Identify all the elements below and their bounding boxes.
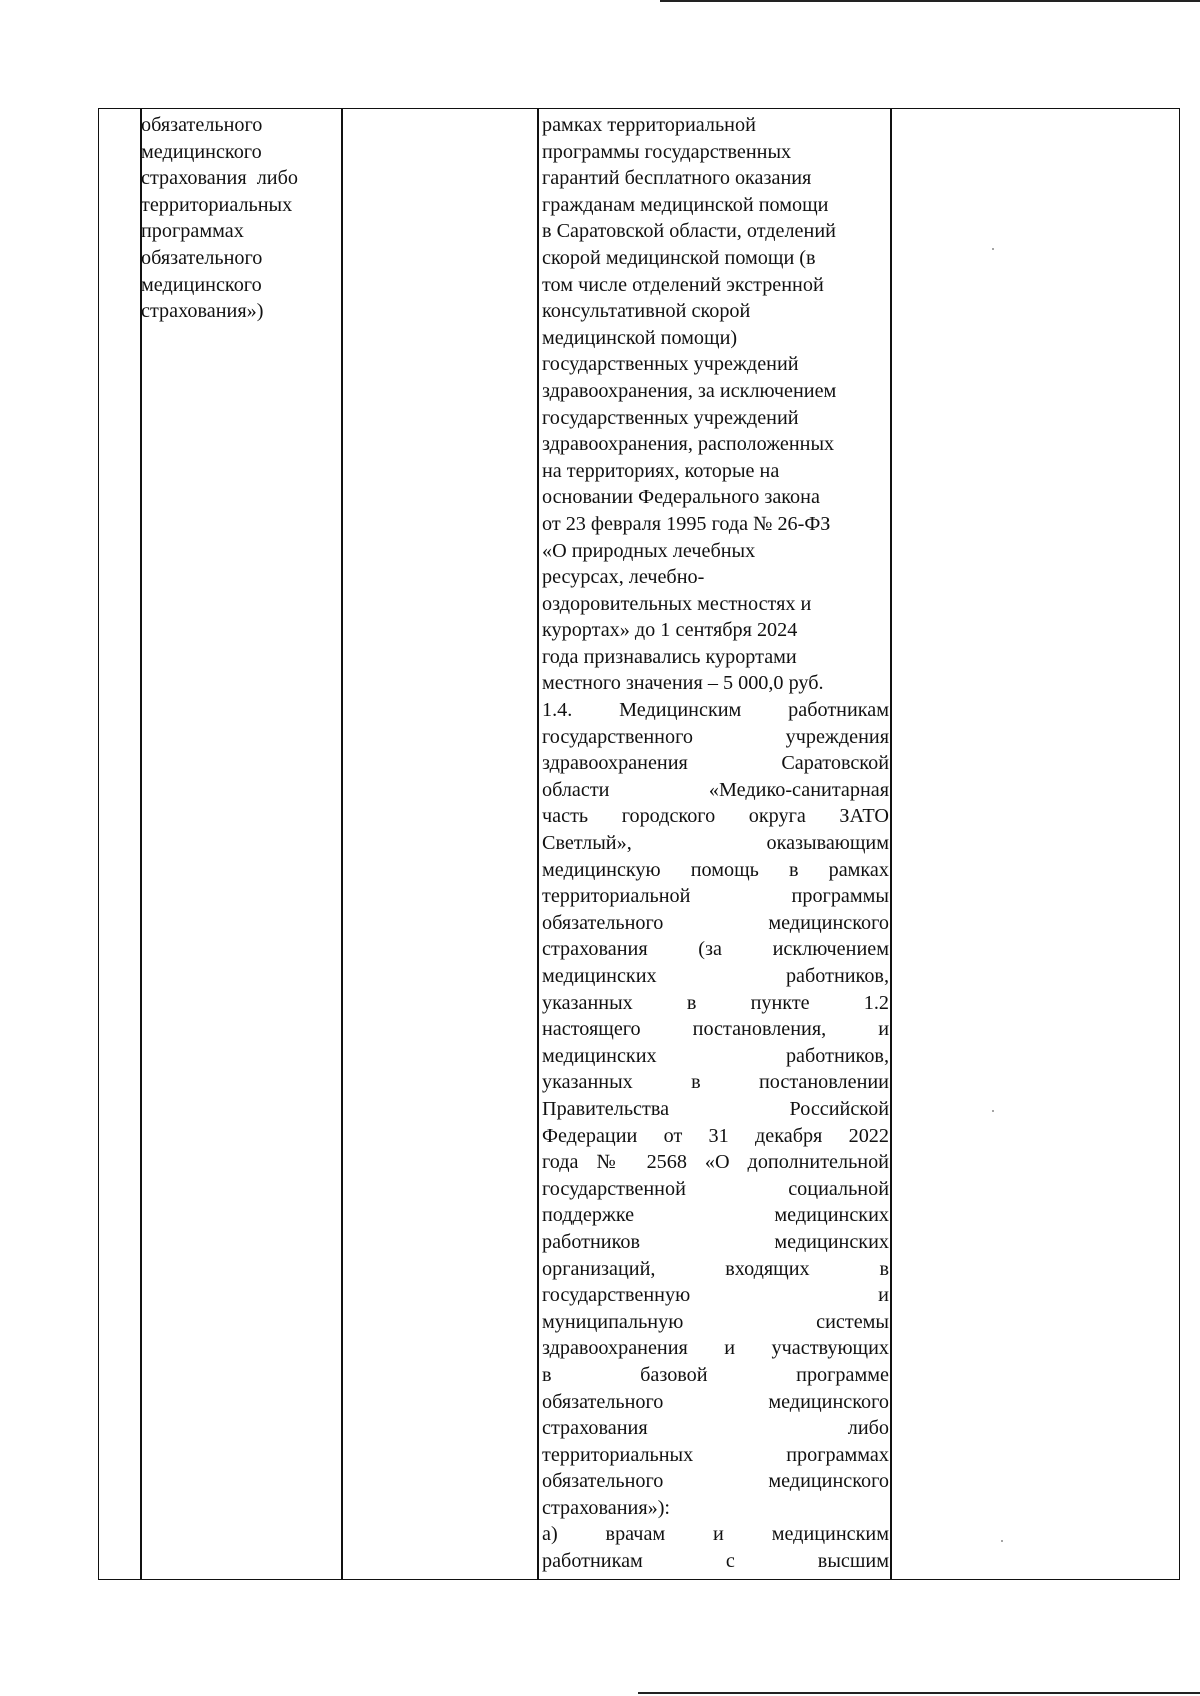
text-line: указанных в постановлении (542, 1071, 889, 1094)
text-line: медицинского (141, 140, 262, 163)
text-line: курортах» до 1 сентября 2024 (542, 619, 798, 642)
text-line: том числе отделений экстренной (542, 273, 824, 296)
text-line: обязательного (141, 246, 263, 269)
text-line: работникам с высшим (542, 1550, 889, 1573)
text-line: «О природных лечебных (542, 539, 756, 562)
table-cell-column-4 (542, 112, 889, 1575)
text-line: от 23 февраля 1995 года № 26-ФЗ (542, 512, 831, 535)
text-line: медицинскую помощь в рамках (542, 858, 889, 881)
text-line: муниципальную системы (542, 1310, 889, 1333)
text-line: скорой медицинской помощи (в (542, 246, 816, 269)
text-line: часть городского округа ЗАТО (542, 805, 889, 828)
text-line: основании Федерального закона (542, 486, 820, 509)
text-line: обязательного медицинского (542, 1390, 889, 1413)
text-line: указанных в пункте 1.2 (542, 991, 889, 1014)
text-line: поддержке медицинских (542, 1204, 889, 1227)
text-line: оздоровительных местностях и (542, 592, 812, 615)
text-line: гражданам медицинской помощи (542, 193, 829, 216)
column-divider-3 (537, 108, 539, 1580)
column-divider-4 (890, 108, 892, 1580)
text-line: страхования либо (542, 1417, 889, 1440)
text-line: настоящего постановления, и (542, 1018, 889, 1041)
text-line: страхования») (141, 300, 264, 323)
text-line: обязательного медицинского (542, 911, 889, 934)
scan-edge-top (660, 0, 1200, 2)
text-line: области «Медико-санитарная (542, 778, 889, 801)
text-line: государственную и (542, 1284, 889, 1307)
text-line: медицинских работников, (542, 1044, 889, 1067)
text-line: обязательного (141, 114, 263, 136)
column-divider-2 (341, 108, 343, 1580)
text-line: страхования»): (542, 1496, 671, 1519)
text-line: здравоохранения, расположенных (542, 433, 835, 456)
text-line: страхования либо (141, 167, 298, 190)
text-line: медицинских работников, (542, 965, 889, 987)
table-cell-column-2 (141, 112, 331, 325)
text-line: здравоохранения Саратовской (542, 752, 889, 775)
text-line: здравоохранения, за исключением (542, 379, 837, 402)
text-line: 1.4. Медицинским работникам (542, 699, 889, 722)
text-line: обязательного медицинского (542, 1470, 889, 1493)
scan-edge-bottom (638, 1692, 1200, 1694)
text-line: Федерации от 31 декабря 2022 (542, 1124, 889, 1147)
scan-speck (992, 1110, 994, 1112)
text-line: территориальных программах (542, 1443, 889, 1466)
scan-speck (992, 248, 994, 250)
text-line: на территориях, которые на (542, 459, 780, 482)
text-line: государственной социальной (542, 1177, 889, 1200)
text-line: территориальных (141, 193, 293, 216)
text-line: государственного учреждения (542, 725, 889, 748)
text-line: года № 2568 «О дополнительной (542, 1151, 889, 1174)
text-line: медицинской помощи) (542, 326, 738, 349)
text-line: Правительства Российской (542, 1097, 889, 1120)
text-line: в Саратовской области, отделений (542, 220, 836, 243)
text-line: а) врачам и медицинским (542, 1523, 889, 1546)
text-line: территориальной программы (542, 885, 889, 908)
text-line: ресурсах, лечебно- (542, 566, 705, 589)
text-line: в базовой программе (542, 1363, 889, 1386)
text-line: работников медицинских (542, 1230, 889, 1253)
text-line: медицинского (141, 273, 262, 296)
text-line: организаций, входящих в (542, 1257, 889, 1280)
column-divider-1 (140, 108, 142, 1580)
text-line: консультативной скорой (542, 300, 751, 323)
text-line: года признавались курортами (542, 645, 797, 668)
text-line: здравоохранения и участвующих (542, 1337, 889, 1360)
text-line: Светлый», оказывающим (542, 832, 889, 855)
text-line: государственных учреждений (542, 406, 799, 429)
text-line: программы государственных (542, 140, 792, 163)
scan-speck (1001, 1540, 1003, 1542)
text-line: программах (141, 220, 244, 243)
text-line: государственных учреждений (542, 353, 799, 376)
text-line: местного значения – 5 000,0 руб. (542, 672, 824, 695)
text-line: гарантий бесплатного оказания (542, 167, 812, 190)
text-line: рамках территориальной (542, 114, 756, 136)
text-line: страхования (за исключением (542, 938, 889, 961)
